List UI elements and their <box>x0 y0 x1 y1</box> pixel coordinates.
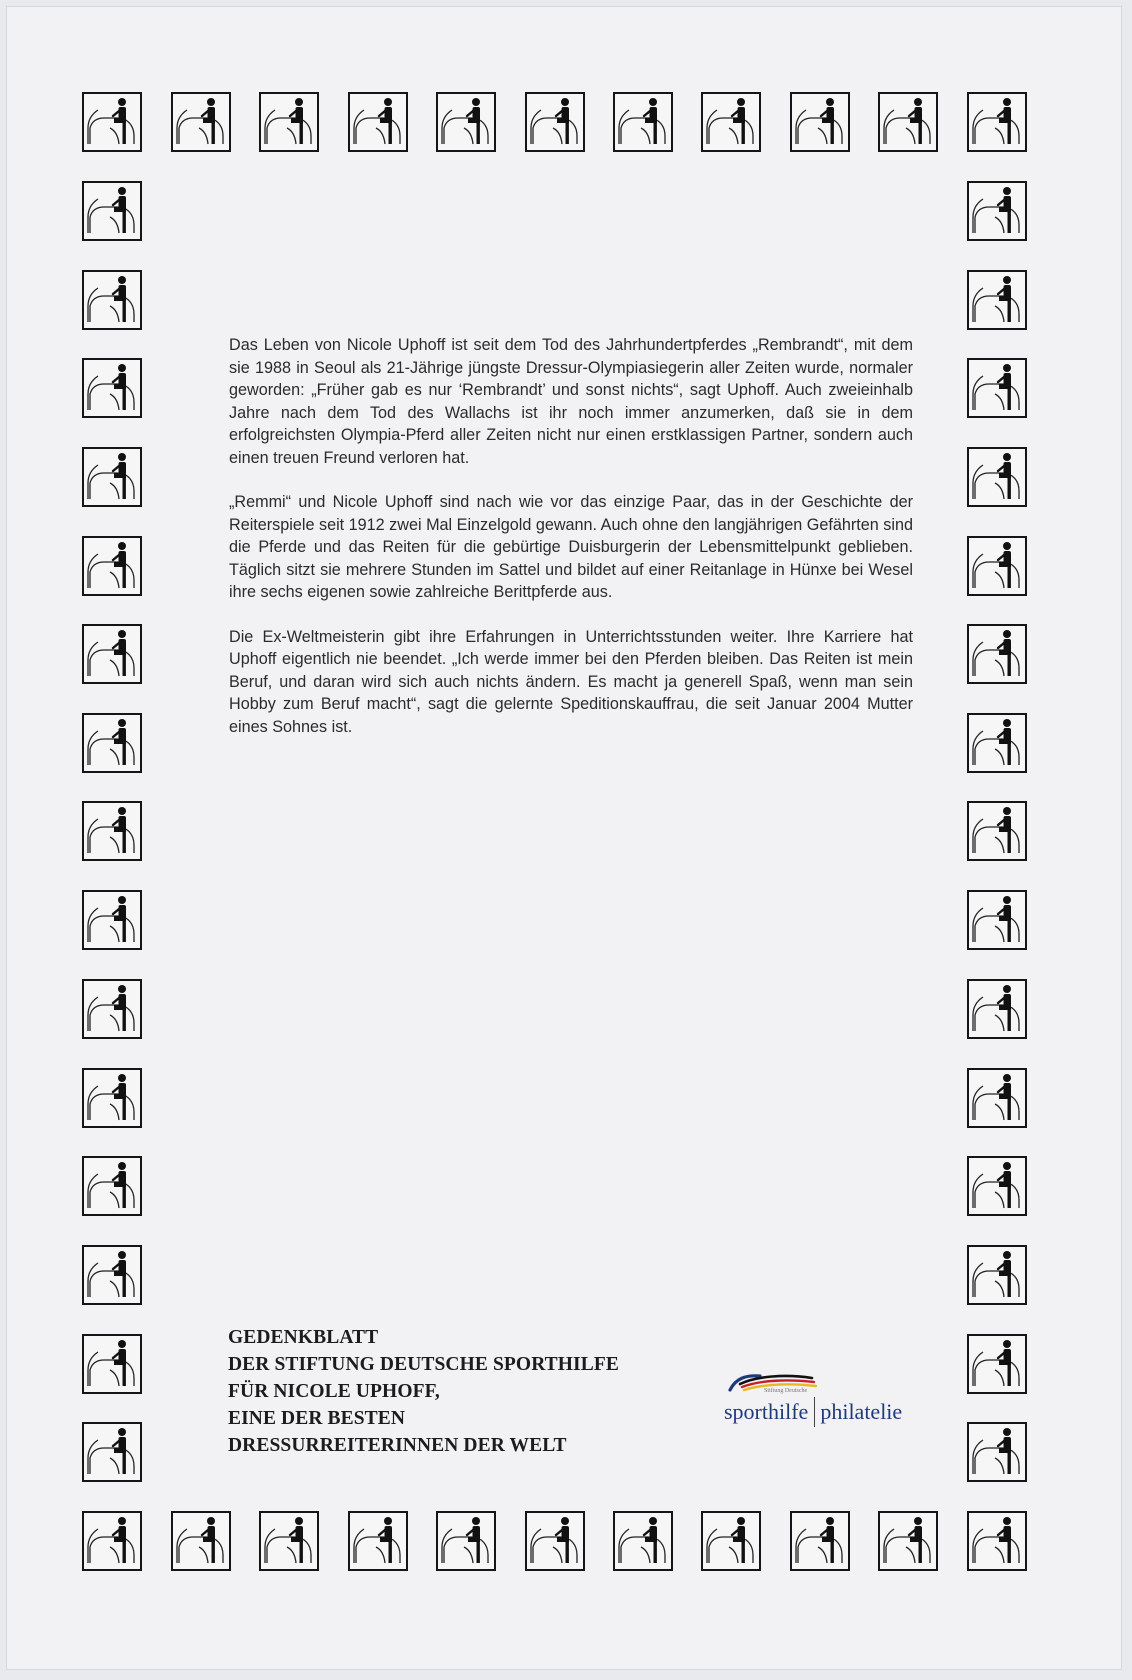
dressage-rider-icon <box>615 1513 671 1569</box>
title-line-4: EINE DER BESTEN <box>228 1408 406 1429</box>
dressage-rider-icon <box>969 183 1025 239</box>
logo-right-word: philatelie <box>820 1399 903 1424</box>
dressage-rider-icon <box>969 981 1025 1037</box>
rider-pictogram-tile <box>967 270 1027 330</box>
dressage-rider-icon <box>969 538 1025 594</box>
rider-pictogram-tile <box>82 1156 142 1216</box>
rider-pictogram-tile <box>82 801 142 861</box>
dressage-rider-icon <box>527 94 583 150</box>
rider-pictogram-tile <box>82 624 142 684</box>
rider-pictogram-tile <box>967 801 1027 861</box>
rider-pictogram-tile <box>790 1511 850 1571</box>
dressage-rider-icon <box>84 183 140 239</box>
dressage-rider-icon <box>84 94 140 150</box>
dressage-rider-icon <box>969 449 1025 505</box>
rider-pictogram-tile <box>967 447 1027 507</box>
rider-pictogram-tile <box>878 1511 938 1571</box>
dressage-rider-icon <box>84 803 140 859</box>
rider-pictogram-tile <box>171 92 231 152</box>
rider-pictogram-tile <box>967 624 1027 684</box>
rider-pictogram-tile <box>967 358 1027 418</box>
dressage-rider-icon <box>84 272 140 328</box>
rider-pictogram-tile <box>613 1511 673 1571</box>
rider-pictogram-tile <box>967 1334 1027 1394</box>
rider-pictogram-tile <box>967 1245 1027 1305</box>
rider-pictogram-tile <box>436 92 496 152</box>
dressage-rider-icon <box>84 1513 140 1569</box>
rider-pictogram-tile <box>82 447 142 507</box>
rider-pictogram-tile <box>436 1511 496 1571</box>
dressage-rider-icon <box>880 1513 936 1569</box>
dressage-rider-icon <box>969 1247 1025 1303</box>
body-text <box>229 334 913 760</box>
rider-pictogram-tile <box>82 358 142 418</box>
rider-pictogram-tile <box>82 1068 142 1128</box>
rider-pictogram-tile <box>259 1511 319 1571</box>
dressage-rider-icon <box>703 94 759 150</box>
dressage-rider-icon <box>438 1513 494 1569</box>
dressage-rider-icon <box>969 1070 1025 1126</box>
rider-pictogram-tile <box>82 92 142 152</box>
rider-pictogram-tile <box>82 1245 142 1305</box>
dressage-rider-icon <box>969 803 1025 859</box>
logo-small-text: Stiftung Deutsche <box>764 1388 808 1394</box>
title-line-3: FÜR NICOLE UPHOFF, <box>228 1381 440 1402</box>
rider-pictogram-tile <box>82 1422 142 1482</box>
dressage-rider-icon <box>84 449 140 505</box>
rider-pictogram-tile <box>967 1068 1027 1128</box>
dressage-rider-icon <box>792 94 848 150</box>
dressage-rider-icon <box>84 1424 140 1480</box>
sporthilfe-philatelie-logo <box>724 1370 954 1440</box>
rider-pictogram-tile <box>82 979 142 1039</box>
rider-pictogram-tile <box>878 92 938 152</box>
rider-pictogram-tile <box>967 1156 1027 1216</box>
memorial-title <box>228 1324 698 1459</box>
dressage-rider-icon <box>438 94 494 150</box>
logo-wordmark <box>724 1397 902 1427</box>
rider-pictogram-tile <box>967 713 1027 773</box>
paragraph-1: Das Leben von Nicole Uphoff ist seit dem Tod des Jahrhundertpferdes „Rembrandt“, mit dem sie 1988 in Seoul als 21-Jährige jüngste Dressur-Olympiasiegerin aller Zeiten wurde, normaler geworden: „Früher gab es nur ‘Rembrandt’ und sonst nichts“, sagt Uphoff. Auch zweieinhalb Jahre nach dem Tod des Wallachs ist ihr noch immer anzumerken, daß sie in dem erfolgreichsten Olympia-Pferd aller Zeiten nicht nur einen erstklassigen Partner, sondern auch einen treuen Freund verloren hat. <box>229 336 913 467</box>
title-line-1: GEDENKBLATT <box>228 1327 379 1348</box>
rider-pictogram-tile <box>967 181 1027 241</box>
dressage-rider-icon <box>84 1336 140 1392</box>
rider-pictogram-tile <box>701 1511 761 1571</box>
rider-pictogram-tile <box>967 890 1027 950</box>
dressage-rider-icon <box>969 715 1025 771</box>
rider-pictogram-tile <box>82 181 142 241</box>
rider-pictogram-tile <box>967 536 1027 596</box>
dressage-rider-icon <box>173 94 229 150</box>
paragraph-3: Die Ex-Weltmeisterin gibt ihre Erfahrungen in Unterrichtsstunden weiter. Ihre Karriere hat Uphoff eigentlich nie beendet. „Ich werde immer bei den Pferden bleiben. Das Reiten ist mein Beruf, und daran wird sich auch nichts ändern. Es macht ja generell Spaß, wenn man sein Hobby zum Beruf macht“, sagt die gelernte Speditionskauffrau, die seit Januar 2004 Mutter eines Sohnes ist. <box>229 627 913 736</box>
logo-left-word: sporthilfe <box>724 1399 809 1424</box>
dressage-rider-icon <box>969 360 1025 416</box>
dressage-rider-icon <box>261 1513 317 1569</box>
rider-pictogram-tile <box>82 713 142 773</box>
dressage-rider-icon <box>84 626 140 682</box>
dressage-rider-icon <box>84 981 140 1037</box>
dressage-rider-icon <box>84 715 140 771</box>
memorial-sheet <box>6 6 1122 1670</box>
dressage-rider-icon <box>703 1513 759 1569</box>
dressage-rider-icon <box>969 626 1025 682</box>
rider-pictogram-tile <box>82 890 142 950</box>
rider-pictogram-tile <box>701 92 761 152</box>
rider-pictogram-tile <box>348 92 408 152</box>
rider-pictogram-tile <box>525 1511 585 1571</box>
rider-pictogram-tile <box>82 270 142 330</box>
dressage-rider-icon <box>84 1070 140 1126</box>
dressage-rider-icon <box>350 1513 406 1569</box>
dressage-rider-icon <box>969 1336 1025 1392</box>
dressage-rider-icon <box>84 1247 140 1303</box>
dressage-rider-icon <box>969 1513 1025 1569</box>
rider-pictogram-tile <box>259 92 319 152</box>
rider-pictogram-tile <box>967 1422 1027 1482</box>
rider-pictogram-tile <box>82 1511 142 1571</box>
rider-pictogram-tile <box>525 92 585 152</box>
dressage-rider-icon <box>84 1158 140 1214</box>
rider-pictogram-tile <box>967 92 1027 152</box>
dressage-rider-icon <box>969 892 1025 948</box>
rider-pictogram-tile <box>82 1334 142 1394</box>
title-line-2: DER STIFTUNG DEUTSCHE SPORTHILFE <box>228 1354 619 1375</box>
dressage-rider-icon <box>880 94 936 150</box>
dressage-rider-icon <box>84 892 140 948</box>
dressage-rider-icon <box>84 538 140 594</box>
rider-pictogram-tile <box>613 92 673 152</box>
title-line-5: DRESSURREITERINNEN DER WELT <box>228 1435 567 1456</box>
dressage-rider-icon <box>261 94 317 150</box>
rider-pictogram-tile <box>967 1511 1027 1571</box>
paragraph-2: „Remmi“ und Nicole Uphoff sind nach wie vor das einzige Paar, das in der Geschichte der Reiterspiele seit 1912 zwei Mal Einzelgold gewann. Auch ohne den langjährigen Gefährten sind die Pferde und das Reiten für die gebürtige Duisburgerin der Lebensmittelpunkt geblieben. Täglich sitzt sie mehrere Stunden im Sattel und bildet auf einer Reitanlage in Hünxe bei Wesel ihre sechs eigenen sowie zahlreiche Berittpferde aus. <box>229 493 913 601</box>
rider-pictogram-tile <box>790 92 850 152</box>
rider-pictogram-tile <box>967 979 1027 1039</box>
rider-pictogram-tile <box>348 1511 408 1571</box>
dressage-rider-icon <box>969 1158 1025 1214</box>
dressage-rider-icon <box>792 1513 848 1569</box>
dressage-rider-icon <box>615 94 671 150</box>
rider-pictogram-tile <box>82 536 142 596</box>
logo-divider <box>814 1397 815 1427</box>
dressage-rider-icon <box>969 94 1025 150</box>
dressage-rider-icon <box>969 1424 1025 1480</box>
dressage-rider-icon <box>84 360 140 416</box>
rider-pictogram-tile <box>171 1511 231 1571</box>
dressage-rider-icon <box>173 1513 229 1569</box>
dressage-rider-icon <box>350 94 406 150</box>
dressage-rider-icon <box>527 1513 583 1569</box>
dressage-rider-icon <box>969 272 1025 328</box>
